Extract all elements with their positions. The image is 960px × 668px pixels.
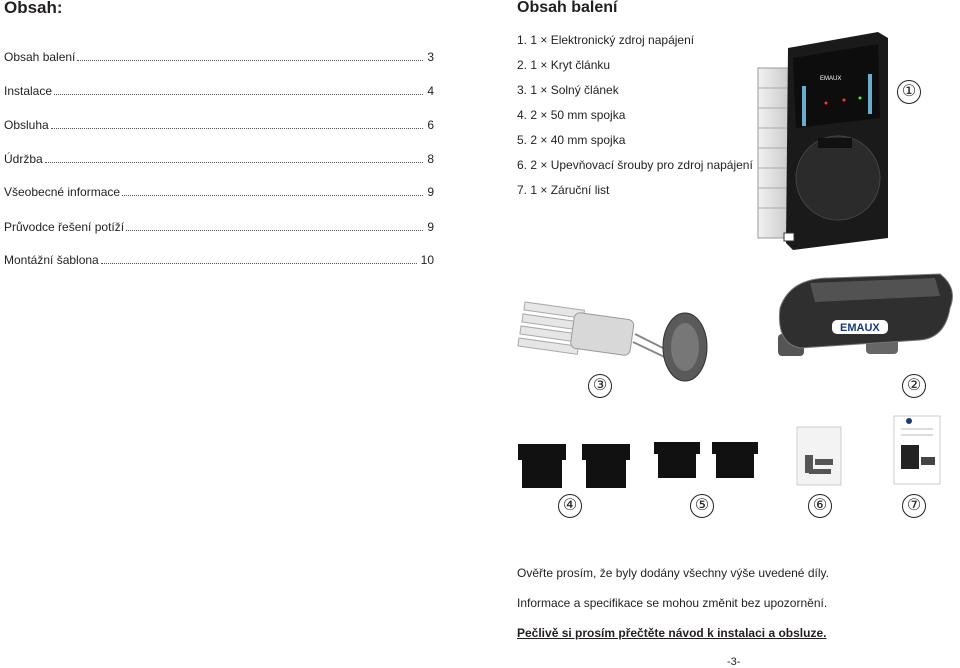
salt-cell-illustration — [515, 292, 715, 384]
toc-entry — [4, 151, 434, 167]
package-title: Obsah balení — [517, 0, 618, 16]
callout-1: ① — [897, 80, 921, 104]
toc-entry — [4, 184, 434, 200]
brand-label-small: EMAUX — [820, 76, 842, 82]
toc-entry — [4, 117, 434, 133]
warranty-card-illustration — [893, 415, 943, 487]
check-note: Ověřte prosím, že byly dodány všechny výše uvedené díly. — [517, 566, 829, 580]
toc-dot-leader — [101, 252, 417, 264]
toc-entry-label: Montážní šablona — [4, 253, 99, 267]
toc-entry-page: 9 — [427, 185, 434, 199]
package-item: 3. 1 × Solný článek — [517, 83, 619, 97]
spec-note: Informace a specifikace se mohou změnit bez upozornění. — [517, 596, 828, 610]
unions-illustration — [516, 440, 766, 490]
toc-entry-page: 9 — [427, 220, 434, 234]
callout-6: ⑥ — [808, 494, 832, 518]
screws-bag-illustration — [795, 425, 845, 490]
toc-entry-page: 4 — [427, 84, 434, 98]
cell-housing-illustration — [770, 268, 960, 368]
toc-dot-leader — [126, 219, 423, 231]
callout-7: ⑦ — [902, 494, 926, 518]
toc-entry — [4, 219, 434, 235]
toc-dot-leader — [45, 151, 424, 163]
toc-entry — [4, 252, 434, 268]
toc-entry-page: 6 — [427, 118, 434, 132]
toc-entry-page: 8 — [427, 152, 434, 166]
toc-entry-label: Instalace — [4, 84, 53, 98]
toc-entry — [4, 83, 434, 99]
callout-4: ④ — [558, 494, 582, 518]
toc-entry-page: 3 — [427, 50, 434, 64]
toc-dot-leader — [54, 83, 423, 95]
callout-3: ③ — [588, 374, 612, 398]
toc-dot-leader — [77, 49, 423, 61]
toc-entry-page: 10 — [420, 253, 434, 267]
callout-5: ⑤ — [690, 494, 714, 518]
package-item: 2. 1 × Kryt článku — [517, 58, 611, 72]
package-item: 6. 2 × Upevňovací šrouby pro zdroj napájení — [517, 158, 753, 172]
callout-2: ② — [902, 374, 926, 398]
package-item: 1. 1 × Elektronický zdroj napájení — [517, 33, 695, 47]
toc-dot-leader — [51, 117, 424, 129]
toc-dot-leader — [122, 184, 423, 196]
toc-entry-label: Obsluha — [4, 118, 49, 132]
toc-entry-label: Obsah balení — [4, 50, 76, 64]
toc-entry — [4, 49, 434, 65]
toc-entry-label: Průvodce řešení potíží — [4, 220, 125, 234]
package-item: 4. 2 × 50 mm spojka — [517, 108, 626, 122]
toc-entry-label: Údržba — [4, 152, 43, 166]
contents-title: Obsah: — [4, 0, 63, 17]
package-item: 7. 1 × Záruční list — [517, 183, 610, 197]
toc-entry-label: Všeobecné informace — [4, 185, 121, 199]
read-note: Pečlivě si prosím přečtěte návod k instalaci a obsluze. — [517, 626, 827, 640]
package-item: 5. 2 × 40 mm spojka — [517, 133, 626, 147]
page-number: -3- — [727, 656, 741, 668]
power-supply-illustration — [748, 28, 893, 253]
brand-label: EMAUX — [840, 322, 880, 334]
